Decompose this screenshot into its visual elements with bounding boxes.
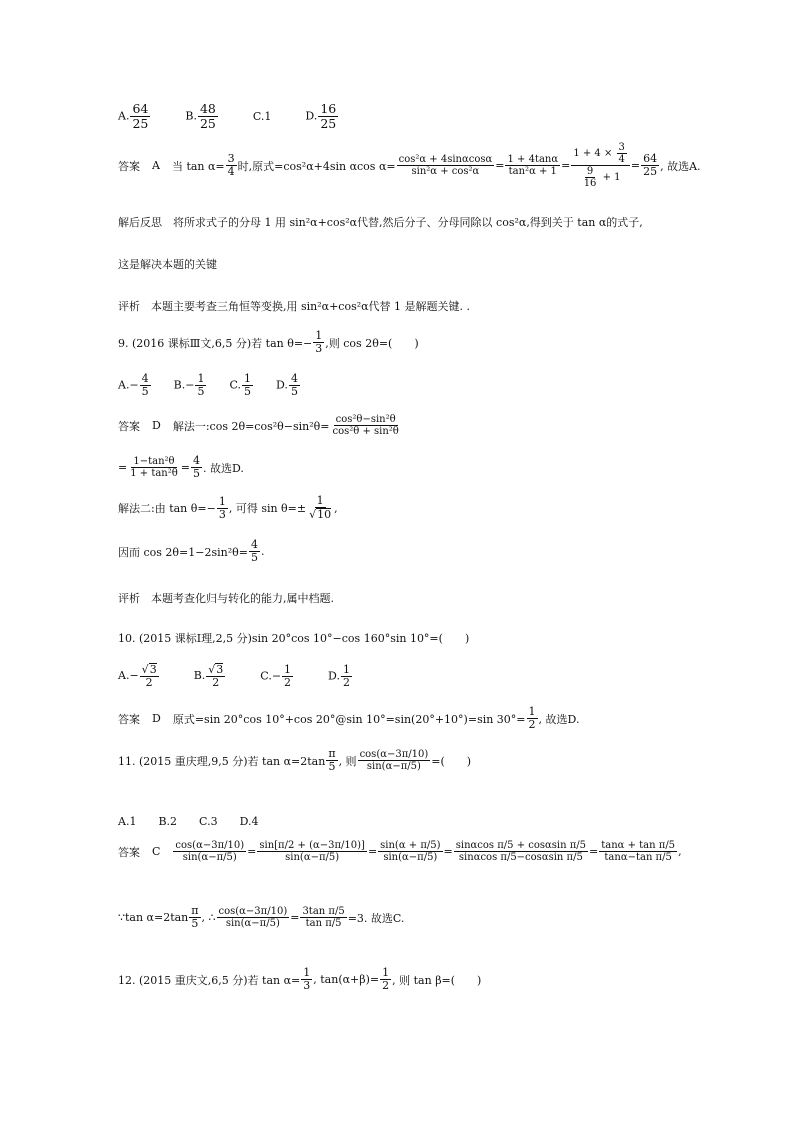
fraction-2: $\frac{1 + 4\tan\alpha}{\text{tan²α + 1}}$ (507, 154, 559, 177)
answer-label: 答案 (118, 845, 140, 859)
q12-stem: 12. (2015 重庆文,6,5 分)若 tan α= $\frac{1}{3}$ , tan(α+β)= $\frac{1}{2}$ , 则 tan β=( ) (118, 966, 482, 993)
q9-method-2-cont: 因而 cos 2θ=1−2sin²θ= $\frac{4}{5}$ . (118, 538, 265, 565)
option-d[interactable]: D. $\frac{16}{25}$ (305, 101, 337, 131)
option-d[interactable]: D. $\frac{1}{2}$ (328, 662, 350, 689)
q11-stem: 11. (2015 重庆理,9,5 分)若 tan α=2tan π 5 , 则 $\frac{\cos(\alpha-3\pi/10)}{\sin(\alpha-\pi/5)}$ =( ) (118, 747, 472, 774)
option-d[interactable]: D.4 (239, 815, 259, 828)
option-b[interactable]: B. $\frac{√3}{2}$ (193, 663, 224, 690)
fraction-4: $\frac{64}{25}$ (643, 151, 658, 178)
option-a[interactable]: A.1 (118, 815, 137, 828)
answer-label: 答案 (118, 159, 140, 173)
option-c[interactable]: C.3 (199, 815, 218, 828)
q9-answer: 答案 D 解法一:cos 2θ=cos²θ−sin²θ= $\frac{\text{cos²θ−sin²θ}}{\text{cos²θ + sin²θ}}$ (118, 414, 399, 437)
q8-reflection-cont: 这是解决本题的关键 (118, 258, 217, 271)
q10-options (118, 663, 754, 689)
option-a[interactable]: A.− $\frac{4}{5}$ (118, 372, 149, 399)
option-c[interactable]: C.− $\frac{1}{2}$ (260, 662, 292, 689)
q9-stem: 9. (2016 课标Ⅲ文,6,5 分)若 tan θ=− $\frac{1}{3}$ ,则 cos 2θ=( ) (118, 329, 419, 356)
answer-letter: A (152, 159, 160, 172)
q9-comment: 评析 本题考查化归与转化的能力,属中档题. (118, 592, 334, 605)
q11-answer: 答案 C $\frac{\cos(\alpha-3\pi/10)}{\sin(\alpha-\pi/5)}$ = $\frac{\sin[\pi/2 + (\alpha-3\pi/10)]}{\sin(\alpha-\pi/5)}$ = $\frac{\sin(\alpha + \pi/5)}{\sin(\alpha-\pi/5)}$ = $\frac{\text{sinαcos π/5 + cosαsin π/5}}{\text{sinαcos π/5−cosαsin π/5}}$ = $\frac{\text{tanα + tan π/5}}{\text{tanα−tan π/5}}$ , (118, 840, 682, 863)
q9-method-2: 解法二:由 tan θ=− $\frac{1}{3}$ , 可得 sin θ=± $\frac{1}{√10}$ , (118, 494, 338, 522)
option-b[interactable]: B.− $\frac{1}{5}$ (173, 372, 205, 399)
fraction-1: $\frac{\text{cos²α + 4sinαcosα}}{\text{sin²α + cos²α}}$ (398, 154, 493, 177)
option-a[interactable]: A. $\frac{64}{25}$ (118, 101, 149, 131)
q8-options (118, 102, 754, 131)
option-d[interactable]: D. $\frac{4}{5}$ (276, 372, 298, 399)
q11-answer-cont: ∵tan α=2tan π 5 , ∴ $\frac{\cos(\alpha-3\pi/10)}{\sin(\alpha-\pi/5)}$ = $\frac{\text{3tan π/5}}{\text{tan π/5}}$ =3. 故选C. (118, 904, 405, 931)
answer-letter: C (152, 845, 161, 858)
q9-answer-cont: = $\frac{\text{1−tan²θ}}{\text{1 + tan²θ}}$ = $\frac{4}{5}$ . 故选D. (118, 454, 244, 481)
answer-label: 答案 (118, 419, 140, 433)
answer-letter: D (152, 419, 161, 432)
option-b[interactable]: B.2 (158, 815, 178, 828)
q11-options (118, 815, 754, 828)
option-c[interactable]: C.1 (252, 109, 272, 123)
answer-label: 答案 (118, 712, 140, 726)
q10-stem: 10. (2015 课标Ⅰ理,2,5 分)sin 20°cos 10°−cos 160°sin 10°=( ) (118, 632, 470, 645)
answer-letter: D (152, 712, 161, 726)
option-c[interactable]: C. $\frac{1}{5}$ (229, 372, 251, 399)
option-b[interactable]: B. $\frac{48}{25}$ (185, 101, 216, 131)
q9-options (118, 373, 754, 398)
q8-comment: 评析 本题主要考查三角恒等变换,用 sin²α+cos²α代替 1 是解题关键. . (118, 300, 471, 313)
q10-answer: 答案 D 原式=sin 20°cos 10°+cos 20°@sin 10°=sin(20°+10°)=sin 30°= $\frac{1}{2}$ , 故选D. (118, 705, 580, 732)
q8-answer: 答案 A 当 tan α= $\frac{3}{4}$ 时,原式=cos²α+4sin αcos α= $\frac{\text{cos²α + 4sinαcosα}}{\text{sin²α + cos²α}}$ = $\frac{1 + 4\tan\alpha}{\text{tan²α + 1}}$ = 1 + 4 × $\frac{3}{4}$ $\frac{9}{16}$ + 1 = $\frac{64}{25}$ , 故选A. (118, 142, 701, 189)
option-a[interactable]: A.− $\frac{√3}{2}$ (118, 663, 157, 690)
fraction-3: 1 + 4 × $\frac{3}{4}$ $\frac{9}{16}$ + 1 (571, 142, 630, 189)
q8-reflection: 解后反思 将所求式子的分母 1 用 sin²α+cos²α代替,然后分子、分母同除以 cos²α,得到关于 tan α的式子, (118, 216, 643, 229)
